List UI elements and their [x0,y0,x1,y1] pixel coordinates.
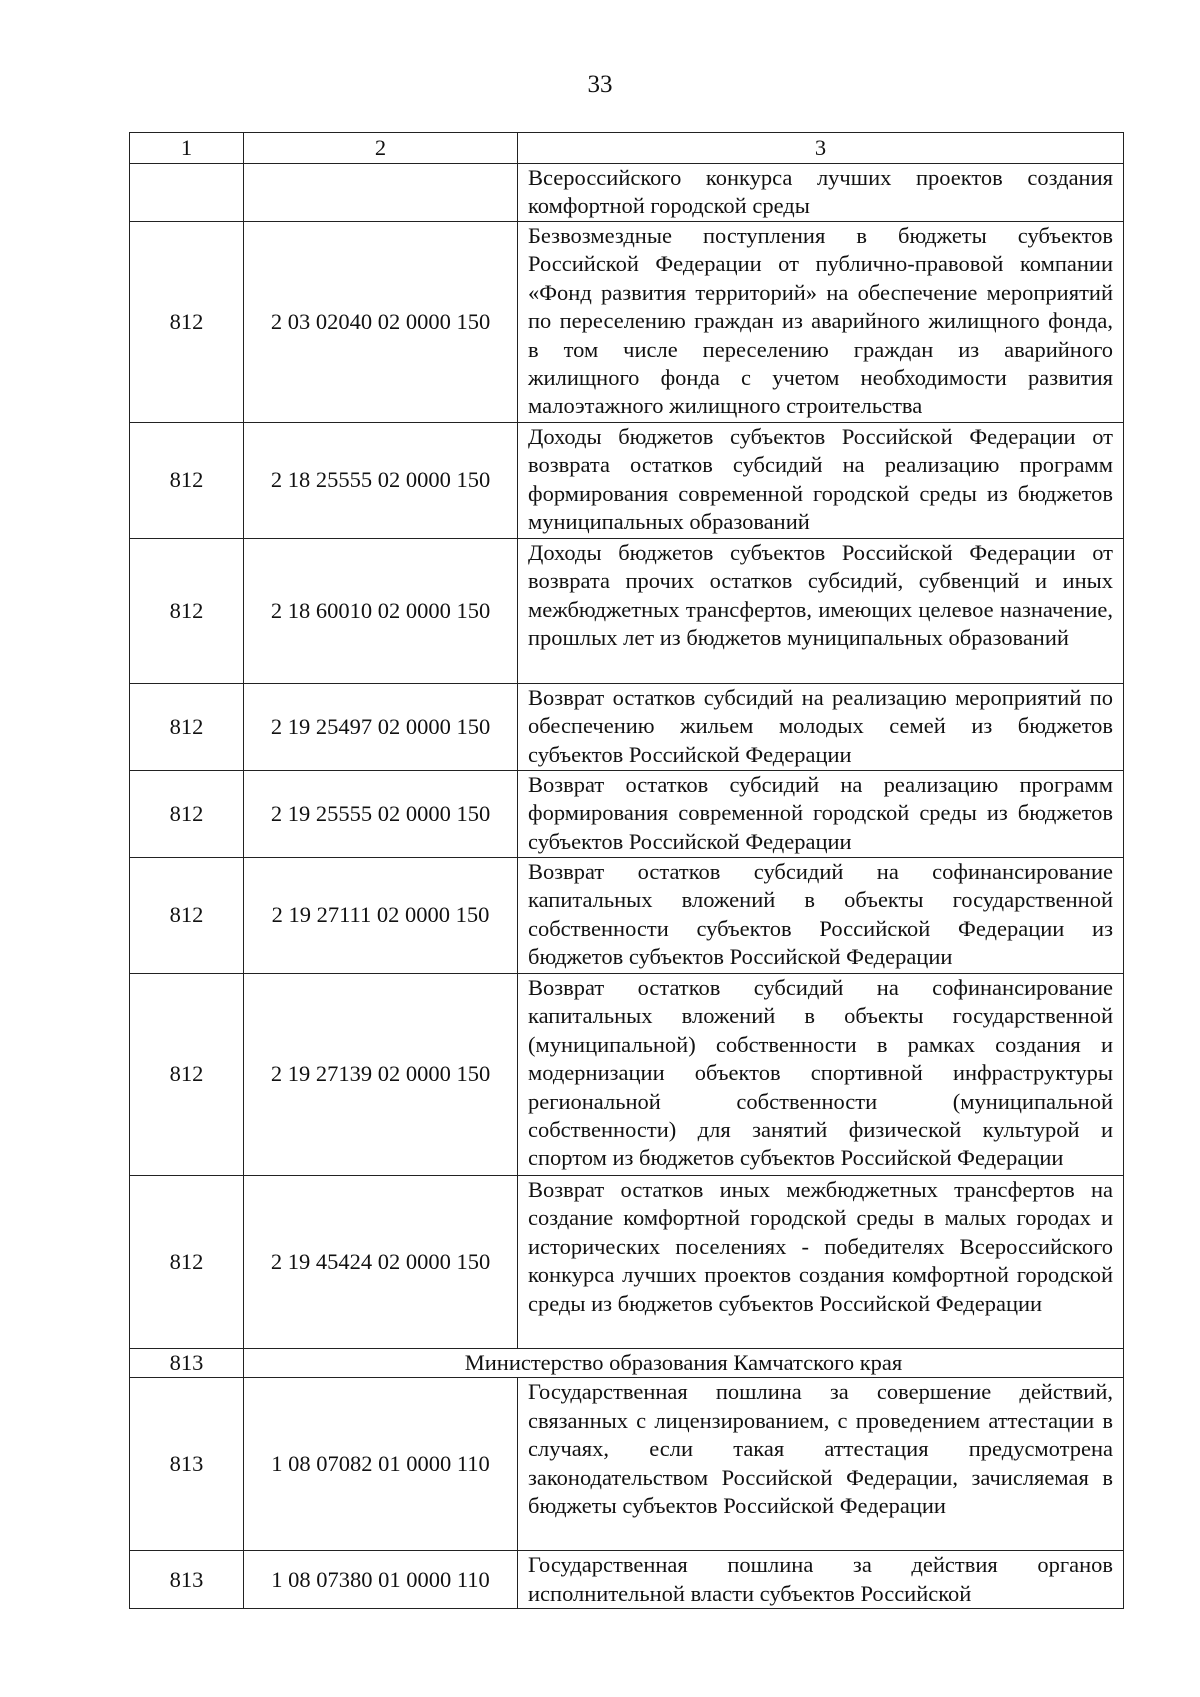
page-number: 33 [587,71,613,98]
budget-code-cell: 2 19 45424 02 0000 150 [244,1176,518,1349]
admin-code-cell: 812 [130,684,244,771]
budget-code-cell: 2 18 60010 02 0000 150 [244,539,518,684]
admin-code-cell: 812 [130,1176,244,1349]
budget-code-cell: 2 19 25497 02 0000 150 [244,684,518,771]
table-row [130,423,1124,539]
budget-code-cell: 2 03 02040 02 0000 150 [244,222,518,423]
table-row [130,974,1124,1176]
description-cell: Доходы бюджетов субъектов Российской Федерации от возврата остатков субсидий на реализацию программ формирования современной городской среды из бюджетов муниципальных образований [518,423,1124,539]
description-cell: Безвозмездные поступления в бюджеты субъектов Российской Федерации от публично-правовой компании «Фонд развития территорий» на обеспечение мероприятий по переселению граждан из аварийного жилищного фонда, в том числе переселению граждан из аварийного жилищного фонда с учетом необходимости развития малоэтажного жилищного строительства [518,222,1124,423]
admin-code-cell: 812 [130,222,244,423]
table-row [130,539,1124,684]
column-header-3: 3 [518,133,1124,164]
table-row [130,1378,1124,1551]
admin-code-cell: 812 [130,539,244,684]
description-cell: Государственная пошлина за действия органов исполнительной власти субъектов Российской [518,1551,1124,1609]
admin-code-cell: 813 [130,1551,244,1609]
table-header-row [130,133,1124,164]
budget-code-cell [244,164,518,222]
description-cell: Возврат остатков иных межбюджетных трансфертов на создание комфортной городской среды в малых городах и исторических поселениях - победителях Всероссийского конкурса лучших проектов создания комфортной городской среды из бюджетов субъектов Российской Федерации [518,1176,1124,1349]
table-row [130,222,1124,423]
description-cell: Возврат остатков субсидий на софинансирование капитальных вложений в объекты государственной (муниципальной) собственности в рамках создания и модернизации объектов спортивной инфраструктуры региональной собственности (муниципальной собственности) для занятий физической культурой и спортом из бюджетов субъектов Российской Федерации [518,974,1124,1176]
budget-code-cell: 1 08 07082 01 0000 110 [244,1378,518,1551]
budget-code-cell: 2 19 25555 02 0000 150 [244,771,518,858]
table-row [130,1176,1124,1349]
admin-code-cell: 812 [130,423,244,539]
table-row [130,1551,1124,1609]
ministry-row [130,1349,1124,1378]
budget-code-cell: 1 08 07380 01 0000 110 [244,1551,518,1609]
ministry-name-cell: Министерство образования Камчатского края [244,1349,1124,1378]
table-row [130,684,1124,771]
description-cell: Государственная пошлина за совершение действий, связанных с лицензированием, с проведением аттестации в случаях, если такая аттестация предусмотрена законодательством Российской Федерации, зачисляемая в бюджеты субъектов Российской Федерации [518,1378,1124,1551]
table-row [130,771,1124,858]
table-row [130,858,1124,974]
budget-classification-table [129,132,1124,1609]
description-cell: Доходы бюджетов субъектов Российской Федерации от возврата прочих остатков субсидий, субвенций и иных межбюджетных трансфертов, имеющих целевое назначение, прошлых лет из бюджетов муниципальных образований [518,539,1124,684]
budget-code-cell: 2 18 25555 02 0000 150 [244,423,518,539]
admin-code-cell: 813 [130,1378,244,1551]
admin-code-cell: 812 [130,974,244,1176]
description-cell: Возврат остатков субсидий на реализацию программ формирования современной городской среды из бюджетов субъектов Российской Федерации [518,771,1124,858]
admin-code-cell [130,164,244,222]
budget-code-cell: 2 19 27111 02 0000 150 [244,858,518,974]
admin-code-cell: 812 [130,771,244,858]
column-header-1: 1 [130,133,244,164]
column-header-2: 2 [244,133,518,164]
admin-code-cell: 812 [130,858,244,974]
budget-code-cell: 2 19 27139 02 0000 150 [244,974,518,1176]
description-cell: Всероссийского конкурса лучших проектов создания комфортной городской среды [518,164,1124,222]
description-cell: Возврат остатков субсидий на софинансирование капитальных вложений в объекты государственной собственности субъектов Российской Федерации из бюджетов субъектов Российской Федерации [518,858,1124,974]
table-row [130,164,1124,222]
admin-code-cell: 813 [130,1349,244,1378]
description-cell: Возврат остатков субсидий на реализацию мероприятий по обеспечению жильем молодых семей из бюджетов субъектов Российской Федерации [518,684,1124,771]
